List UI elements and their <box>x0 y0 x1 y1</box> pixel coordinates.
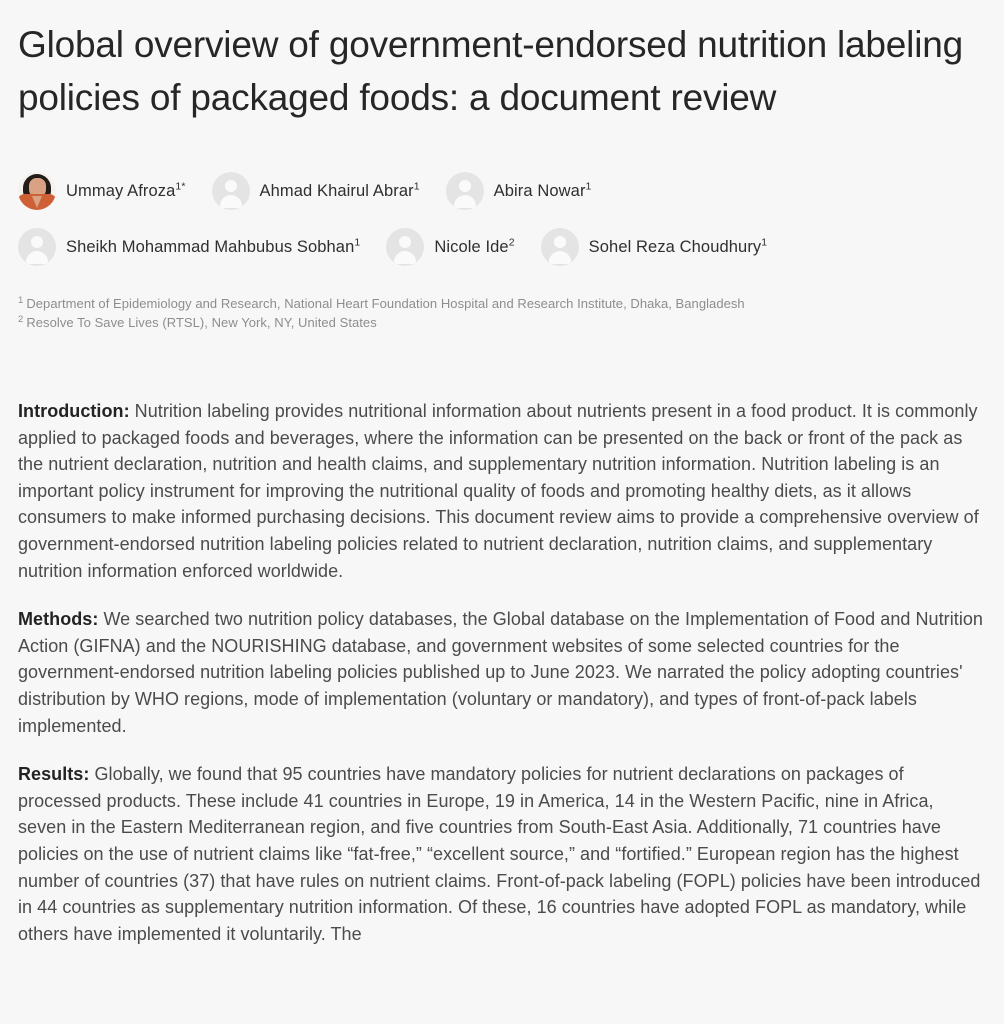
author-entry[interactable] <box>212 172 420 210</box>
person-avatar-icon <box>18 228 56 266</box>
abstract-section-label: Methods: <box>18 609 99 630</box>
page-title: Global overview of government-endorsed nutrition labeling policies of packaged foods: a document review <box>18 24 963 118</box>
abstract-paragraph-results <box>18 761 986 947</box>
abstract-paragraph-introduction <box>18 398 986 584</box>
author-affiliation-marker: 1 <box>413 180 420 192</box>
author-entry[interactable] <box>18 172 186 210</box>
author-entry[interactable] <box>386 228 514 266</box>
abstract-paragraph-text: We searched two nutrition policy databases, the Global database on the Implementation of Food and Nutrition Action (GIFNA) and the NOURISHING database, and government websites of some selected countries for the government-endorsed nutrition labeling policies published up to June 2023. We narrated the policy adopting countries' distribution by WHO regions, mode of implementation (voluntary or mandatory), and types of front-of-pack labels implemented. <box>18 609 983 736</box>
author-entry[interactable] <box>541 228 768 266</box>
abstract-paragraph-text: Nutrition labeling provides nutritional information about nutrients present in a food product. It is commonly applied to packaged foods and beverages, where the information can be presented on the back or front of the pack as the nutrient declaration, nutrition and health claims, and supplementary nutrition information. Nutrition labeling is an important policy instrument for improving the nutritional quality of foods and promoting healthy diets, as it allows consumers to make informed purchasing decisions. This document review aims to provide a comprehensive overview of government-endorsed nutrition labeling policies related to nutrient declaration, nutrition claims, and supplementary nutrition information enforced worldwide. <box>18 401 979 581</box>
person-avatar-icon <box>386 228 424 266</box>
author-entry[interactable] <box>18 228 360 266</box>
author-list <box>18 172 986 266</box>
author-name[interactable]: Sheikh Mohammad Mahbubus Sobhan$^1$ <box>66 236 361 256</box>
abstract-section-label: Results: <box>18 764 90 785</box>
author-affiliation-marker: 1 <box>761 236 768 248</box>
author-row <box>18 228 986 266</box>
abstract-paragraph-text: Globally, we found that 95 countries have mandatory policies for nutrient declarations on packages of processed products. These include 41 countries in Europe, 19 in America, 14 in the Western Pacific, nine in Africa, seven in the Eastern Mediterranean region, and five countries from South-East Asia. Additionally, 71 countries have policies on the use of nutrient claims like “fat-free,” “excellent source,” and “fortified.” European region has the highest number of countries (37) that have rules on nutrient claims. Front-of-pack labeling (FOPL) policies have been introduced in 44 countries as supplementary nutrition information. Of these, 16 countries have adopted FOPL as mandatory, while others have implemented it voluntarily. The <box>18 764 981 944</box>
author-entry[interactable] <box>446 172 592 210</box>
abstract-section-label: Introduction: <box>18 401 130 421</box>
affiliation-list <box>18 294 986 332</box>
person-avatar-icon <box>212 172 250 210</box>
person-avatar-icon <box>446 172 484 210</box>
affiliation-marker: 2 <box>18 313 24 325</box>
photo-avatar <box>18 172 56 210</box>
person-avatar-icon <box>541 228 579 266</box>
author-affiliation-marker: 2 <box>508 236 515 248</box>
affiliation-text: Department of Epidemiology and Research, National Heart Foundation Hospital and Research Institute, Dhaka, Bangladesh <box>26 296 745 311</box>
affiliation-text: Resolve To Save Lives (RTSL), New York, NY, United States <box>26 315 377 330</box>
abstract-paragraph-methods <box>18 606 986 739</box>
author-row <box>18 172 986 210</box>
affiliation-item <box>18 313 986 332</box>
author-name[interactable]: Abira Nowar$^1$ <box>493 180 592 200</box>
affiliation-item <box>18 294 986 313</box>
author-affiliation-marker: 1 <box>585 180 592 192</box>
author-name[interactable]: Nicole Ide$^2$ <box>434 236 515 256</box>
author-name[interactable]: Ahmad Khairul Abrar$^1$ <box>259 180 420 200</box>
author-affiliation-marker: 1* <box>175 180 186 192</box>
author-affiliation-marker: 1 <box>354 236 361 248</box>
author-name[interactable]: Sohel Reza Choudhury$^1$ <box>588 236 768 256</box>
abstract-section <box>18 398 986 947</box>
affiliation-marker: 1 <box>18 294 24 306</box>
author-name[interactable]: Ummay Afroza$^{1*}$ <box>66 180 186 200</box>
